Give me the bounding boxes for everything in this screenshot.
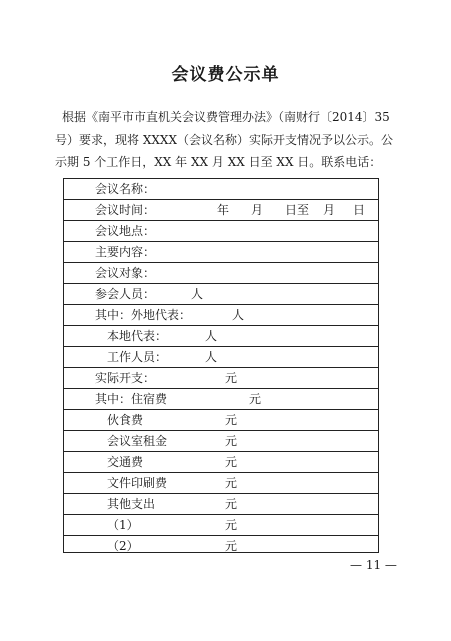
expense-form xyxy=(63,178,379,553)
label-meeting-place: 会议地点： xyxy=(95,224,156,238)
row-staff xyxy=(64,347,378,368)
staff-unit: 人 xyxy=(205,350,218,364)
label-lodging: 其中：住宿费 xyxy=(95,392,168,406)
row-actual-spend xyxy=(64,368,378,389)
intro-line-1: 根据《南平市市直机关会议费管理办法》（南财行〔2014〕35 xyxy=(62,110,390,124)
time-day-2: 日 xyxy=(353,203,366,217)
row-meeting-time xyxy=(64,200,378,221)
transport-unit: 元 xyxy=(225,455,238,469)
item-1-unit: 元 xyxy=(225,518,238,532)
row-lodging xyxy=(64,389,378,410)
row-item-2 xyxy=(64,536,378,554)
row-room-rent xyxy=(64,431,378,452)
time-month-2: 月 xyxy=(323,203,336,217)
outside-reps-unit: 人 xyxy=(232,308,245,322)
attendees-unit: 人 xyxy=(191,287,204,301)
label-attendees: 参会人员： xyxy=(95,287,156,301)
label-room-rent: 会议室租金 xyxy=(107,434,168,448)
label-meeting-target: 会议对象： xyxy=(95,266,156,280)
printing-unit: 元 xyxy=(225,476,238,490)
row-item-1 xyxy=(64,515,378,536)
row-meeting-target xyxy=(64,263,378,284)
label-outside-reps: 其中：外地代表： xyxy=(95,308,192,322)
row-food xyxy=(64,410,378,431)
intro-line-3: 示期 5 个工作日，XX 年 XX 月 XX 日至 XX 日。联系电话： xyxy=(55,155,382,169)
food-unit: 元 xyxy=(225,413,238,427)
row-printing xyxy=(64,473,378,494)
label-actual-spend: 实际开支： xyxy=(95,371,156,385)
item-2-unit: 元 xyxy=(225,539,238,553)
row-main-content xyxy=(64,242,378,263)
page-number: — 11 — xyxy=(350,558,397,572)
label-food: 伙食费 xyxy=(107,413,144,427)
actual-spend-unit: 元 xyxy=(225,371,238,385)
label-printing: 文件印刷费 xyxy=(107,476,168,490)
row-attendees xyxy=(64,284,378,305)
other-unit: 元 xyxy=(225,497,238,511)
row-transport xyxy=(64,452,378,473)
room-rent-unit: 元 xyxy=(225,434,238,448)
row-local-reps xyxy=(64,326,378,347)
label-main-content: 主要内容： xyxy=(95,245,156,259)
row-other xyxy=(64,494,378,515)
label-transport: 交通费 xyxy=(107,455,144,469)
label-meeting-name: 会议名称： xyxy=(95,182,156,196)
time-day-to: 日至 xyxy=(285,203,310,217)
label-other: 其他支出 xyxy=(107,497,156,511)
label-meeting-time: 会议时间： xyxy=(95,203,156,217)
label-item-1: （1） xyxy=(107,518,139,532)
lodging-unit: 元 xyxy=(249,392,262,406)
page-title: 会议费公示单 xyxy=(171,65,280,85)
row-meeting-name xyxy=(64,179,378,200)
label-staff: 工作人员： xyxy=(107,350,168,364)
local-reps-unit: 人 xyxy=(205,329,218,343)
time-month: 月 xyxy=(251,203,264,217)
intro-line-2: 号）要求，现将 XXXX（会议名称）实际开支情况予以公示。公 xyxy=(55,133,393,147)
row-outside-reps xyxy=(64,305,378,326)
time-year: 年 xyxy=(217,203,230,217)
row-meeting-place xyxy=(64,221,378,242)
label-local-reps: 本地代表： xyxy=(107,329,168,343)
label-item-2: （2） xyxy=(107,539,139,553)
